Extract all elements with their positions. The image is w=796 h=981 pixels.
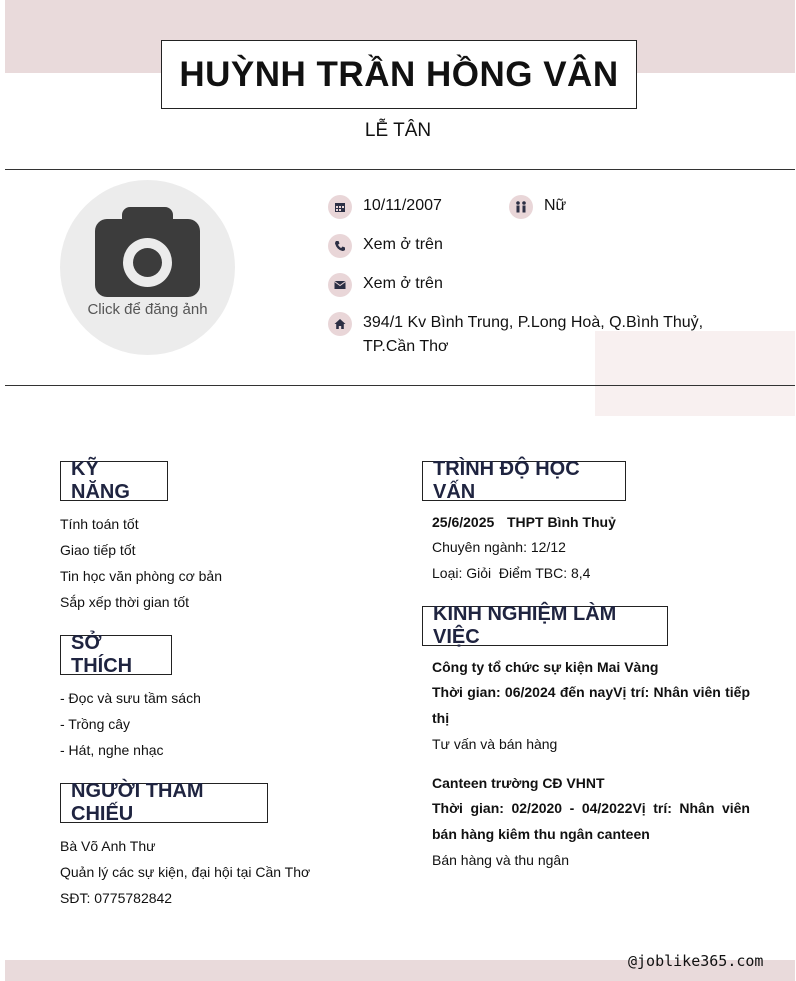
job-title: LỄ TÂN [364, 120, 432, 141]
skills-heading: KỸ NĂNG [60, 461, 168, 501]
name-box [161, 40, 637, 109]
skill-item: Tin học văn phòng cơ bản [60, 568, 222, 584]
job-description: Bán hàng và thu ngân [432, 852, 570, 868]
hobby-item: - Trồng cây [60, 716, 131, 732]
phone-value: Xem ở trên [363, 236, 443, 253]
job-detail: Thời gian: 06/2024 đến nayVị trí: Nhân viên tiếp thị [432, 684, 750, 726]
watermark: @joblike365.com [628, 952, 764, 970]
experience-heading: KINH NGHIỆM LÀM VIỆC [422, 606, 668, 646]
hobbies-heading: SỞ THÍCH [60, 635, 172, 675]
hobby-item: - Đọc và sưu tầm sách [60, 690, 201, 706]
job-company: Canteen trường CĐ VHNT [432, 775, 605, 791]
skill-item: Tính toán tốt [60, 516, 139, 532]
address-line-2: TP.Cần Thơ [363, 338, 449, 355]
email-value: Xem ở trên [363, 275, 443, 292]
camera-icon [95, 207, 200, 297]
reference-item: Bà Võ Anh Thư [60, 838, 156, 854]
education-major: Chuyên ngành: 12/12 [432, 539, 566, 555]
skill-item: Sắp xếp thời gian tốt [60, 594, 190, 610]
job-description: Tư vấn và bán hàng [432, 736, 558, 752]
address-line-1: 394/1 Kv Bình Trung, P.Long Hoà, Q.Bình Thuỷ, [363, 314, 704, 331]
avatar-caption: Click để đăng ảnh [87, 301, 208, 318]
education-school: THPT Bình Thuỷ [507, 514, 616, 530]
candidate-name: HUỲNH TRẦN HỒNG VÂN [179, 54, 619, 94]
job-company: Công ty tổ chức sự kiện Mai Vàng [432, 659, 659, 675]
birthday-value: 10/11/2007 [363, 197, 442, 214]
people-icon [509, 195, 533, 219]
reference-item: Quản lý các sự kiện, đại hội tại Cần Thơ [60, 864, 311, 880]
education-date: 25/6/2025 [432, 514, 495, 530]
skill-item: Giao tiếp tốt [60, 542, 136, 558]
references-heading: NGƯỜI THAM CHIẾU [60, 783, 268, 823]
calendar-icon [328, 195, 352, 219]
education-grade: Loại: Giỏi Điểm TBC: 8,4 [432, 565, 591, 581]
mail-icon [328, 273, 352, 297]
avatar-upload[interactable] [60, 180, 235, 355]
divider-bottom [5, 385, 795, 386]
reference-item: SĐT: 0775782842 [60, 890, 173, 906]
divider-top [5, 169, 795, 170]
side-accent-band [595, 331, 795, 416]
education-heading: TRÌNH ĐỘ HỌC VẤN [422, 461, 626, 501]
job-detail: Thời gian: 02/2020 - 04/2022Vị trí: Nhân viên bán hàng kiêm thu ngân canteen [432, 800, 750, 842]
hobby-item: - Hát, nghe nhạc [60, 742, 164, 758]
gender-value: Nữ [544, 197, 567, 214]
phone-icon [328, 234, 352, 258]
home-icon [328, 312, 352, 336]
